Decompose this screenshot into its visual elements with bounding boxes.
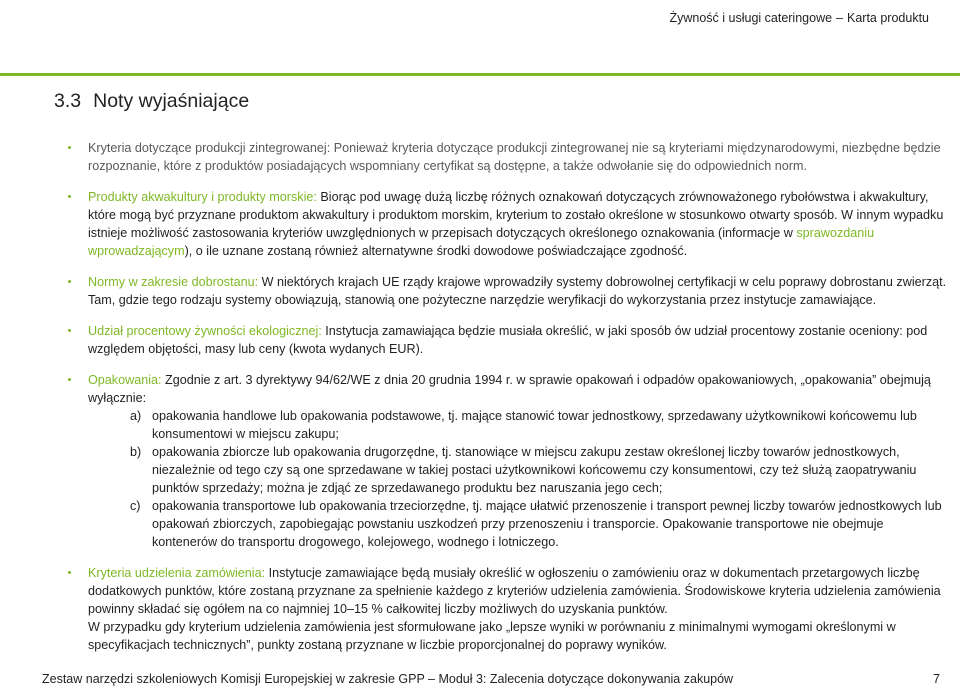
item-term: Normy w zakresie dobrostanu: <box>88 275 259 289</box>
item-text: Zgodnie z art. 3 dyrektywy 94/62/WE z dnia 20 grudnia 1994 r. w sprawie opakowań i odpadów opakowaniowych, „opakowania” obejmują wyłącznie: <box>88 373 931 405</box>
packaging-sublist <box>88 407 950 551</box>
bullet-icon <box>68 195 71 198</box>
item-text: Biorąc pod uwagę dużą liczbę różnych oznakowań dotyczących zrównoważonego rybołówstwa i akwakultury, które mogą być przyznane produktom akwakultury i produktom morskim, kryterium to zostało określone w stosunkowo otwarty sposób. W innym wypadku istnieje możliwość zastosowania kryteriów uwzględnionych w przepisach dotyczących określonego oznakowania (informacje w <box>88 190 944 240</box>
item-term: Produkty akwakultury i produkty morskie: <box>88 190 317 204</box>
item-text-paragraph-2: W przypadku gdy kryterium udzielenia zamówienia jest sformułowane jako „lepsze wyniki w porównaniu z minimalnymi wymogami określonymi w specyfikacjach technicznych”, punkty zostaną przyznane w liczbie proporcjonalnej do poprawy wyników. <box>88 620 896 652</box>
list-item <box>88 139 950 175</box>
sublist-text: opakowania transportowe lub opakowania trzeciorzędne, tj. mające ułatwić przenoszenie i transport pewnej liczby towarów jednostkowych lub opakowań zbiorczych, zapobiegając powstaniu uszkodzeń przy przenoszeniu i transporcie. Opakowanie transportowe nie obejmuje kontenerów do transportu drogowego, kolejowego, wodnego i lotniczego. <box>152 499 942 549</box>
bullet-icon <box>68 571 71 574</box>
sublist-marker: a) <box>130 409 142 423</box>
report-link[interactable]: sprawozdaniu wprowadzającym <box>88 226 875 258</box>
item-term: Kryteria udzielenia zamówienia: <box>88 566 266 580</box>
document-title: Żywność i usługi cateringowe <box>669 11 833 25</box>
sublist-text: opakowania zbiorcze lub opakowania drugorzędne, tj. stanowiące w miejscu zakupu zestaw określonej liczby towarów jednostkowych, niezależnie od tego czy są one sprzedawane w takiej postaci użytkownikowi końcowemu czy konsumentowi, czy też służą zaopatrywaniu punktów sprzedaży; można je zdjąć ze sprzedawanego produktu bez naruszania jego cech; <box>152 445 917 495</box>
item-text: Instytucje zamawiające będą musiały określić w ogłoszeniu o zamówieniu oraz w dokumentach przetargowych liczbę dodatkowych punktów, które zostaną przyznane za spełnienie każdego z kryteriów udzielenia zamówienia. Środowiskowe kryteria udzielenia zamówienia powinny składać się ogółem na co najmniej 10–15 % całkowitej liczby możliwych do uzyskania punktów. <box>88 566 941 616</box>
item-text: Ponieważ kryteria dotyczące produkcji zintegrowanej nie są kryteriami międzynarodowymi, niezbędne będzie rozpoznanie, które z produktów posiadających wspomniany certyfikat są dostępne, a także odwołanie się do odpowiednich norm. <box>88 141 941 173</box>
item-term: Kryteria dotyczące produkcji zintegrowanej: <box>88 141 331 155</box>
sublist-text: opakowania handlowe lub opakowania podstawowe, tj. mające stanowić towar jednostkowy, sprzedawany użytkownikowi końcowemu lub konsumentowi w miejscu zakupu; <box>152 409 917 441</box>
item-text: W niektórych krajach UE rządy krajowe wprowadziły systemy dobrowolnej certyfikacji w celu poprawy dobrostanu zwierząt. Tam, gdzie tego rodzaju systemy obowiązują, stanowią one pożyteczne narzędzie weryfikacji do wykorzystania przez instytucje zamawiające. <box>88 275 947 307</box>
bullet-icon <box>68 329 71 332</box>
list-item <box>88 322 950 358</box>
list-item <box>88 371 950 551</box>
sublist-marker: b) <box>130 445 142 459</box>
sublist-item <box>88 497 950 551</box>
item-term: Opakowania: <box>88 373 162 387</box>
list-item <box>88 564 950 654</box>
list-item <box>88 273 950 309</box>
section-title <box>54 90 249 113</box>
header-separator: – <box>836 11 843 25</box>
bullet-icon <box>68 378 71 381</box>
notes-list <box>88 139 950 667</box>
section-number: 3.3 <box>54 90 82 112</box>
item-text-after: ), o ile uznane zostaną również alternatywne środki dowodowe poświadczające zgodność. <box>184 244 688 258</box>
title-bar <box>0 73 960 76</box>
bullet-icon <box>68 146 71 149</box>
page-number: 7 <box>933 672 940 686</box>
section-heading: Noty wyjaśniające <box>93 90 250 112</box>
sublist-item <box>88 407 950 443</box>
item-text: Instytucja zamawiająca będzie musiała określić, w jaki sposób ów udział procentowy zostanie oceniony: pod względem objętości, masy lub ceny (kwota wydanych EUR). <box>88 324 928 356</box>
footer-text: Zestaw narzędzi szkoleniowych Komisji Europejskiej w zakresie GPP – Moduł 3: Zalecenia dotyczące dokonywania zakupów <box>42 672 734 686</box>
bullet-icon <box>68 280 71 283</box>
sublist-item <box>88 443 950 497</box>
running-header <box>669 11 929 25</box>
document-type: Karta produktu <box>847 11 929 25</box>
list-item <box>88 188 950 260</box>
item-term: Udział procentowy żywności ekologicznej: <box>88 324 322 338</box>
sublist-marker: c) <box>130 499 141 513</box>
page-footer <box>42 672 940 686</box>
